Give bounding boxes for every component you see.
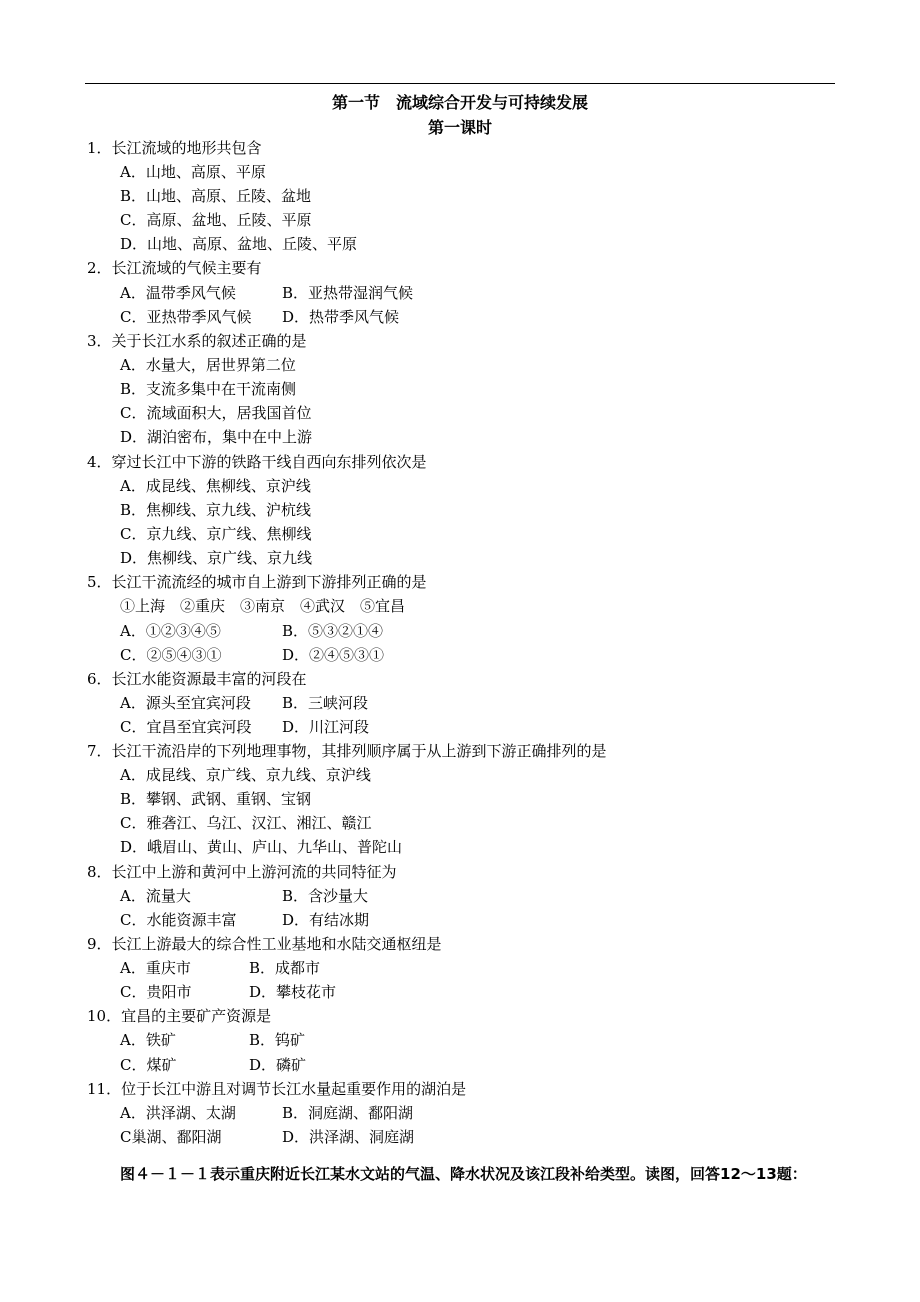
q11-option-a: A．洪泽湖、太湖 [120,1104,236,1122]
q3-option-d: D．湖泊密布，集中在中上游 [120,428,313,446]
q11-option-b: B．洞庭湖、鄱阳湖 [282,1104,414,1122]
q10-option-a: A．铁矿 [120,1031,176,1049]
q5-option-a: A．①②③④⑤ [120,622,221,640]
q6-option-b: B．三峡河段 [282,694,369,712]
question-4-stem: 4．穿过长江中下游的铁路干线自西向东排列依次是 [87,453,427,471]
question-7-stem: 7．长江干流沿岸的下列地理事物，其排列顺序属于从上游到下游正确排列的是 [87,742,607,760]
section-title: 第一节 流域综合开发与可持续发展 [331,93,588,112]
q4-option-a: A．成昆线、焦柳线、京沪线 [120,477,311,495]
question-9-stem: 9．长江上游最大的综合性工业基地和水陆交通枢纽是 [87,935,442,953]
q9-option-a: A．重庆市 [120,959,191,977]
q2-option-d: D．热带季风气候 [282,308,400,326]
q11-option-c: C巢湖、鄱阳湖 [120,1128,222,1146]
q6-option-a: A．源头至宜宾河段 [120,694,251,712]
q3-option-b: B．支流多集中在干流南侧 [120,380,297,398]
figure-instruction: 图４－１－１表示重庆附近长江某水文站的气温、降水状况及该江段补给类型。读图，回答12～13题： [120,1165,807,1183]
q5-option-d: D．②④⑤③① [282,646,385,664]
q9-option-b: B．成都市 [249,959,321,977]
q10-option-b: B．钨矿 [249,1031,306,1049]
q9-option-c: C．贵阳市 [120,983,192,1001]
q10-option-c: C．煤矿 [120,1056,177,1074]
q8-option-d: D．有结冰期 [282,911,370,929]
q10-option-d: D．磷矿 [249,1056,307,1074]
header-rule [85,83,835,84]
q4-option-b: B．焦柳线、京九线、沪杭线 [120,501,312,519]
q6-option-d: D．川江河段 [282,718,370,736]
question-11-stem: 11．位于长江中游且对调节长江水量起重要作用的湖泊是 [87,1080,467,1098]
q3-option-a: A．水量大，居世界第二位 [120,356,296,374]
q7-option-c: C．雅砻江、乌江、汉江、湘江、赣江 [120,814,372,832]
q8-option-c: C．水能资源丰富 [120,911,237,929]
q1-option-c: C．高原、盆地、丘陵、平原 [120,211,312,229]
question-5-stem: 5．长江干流流经的城市自上游到下游排列正确的是 [87,573,427,591]
question-6-stem: 6．长江水能资源最丰富的河段在 [87,670,307,688]
q5-city-list: ①上海 ②重庆 ③南京 ④武汉 ⑤宜昌 [120,597,406,615]
q2-option-c: C．亚热带季风气候 [120,308,252,326]
q2-option-b: B．亚热带湿润气候 [282,284,414,302]
q6-option-c: C．宜昌至宜宾河段 [120,718,252,736]
q1-option-d: D．山地、高原、盆地、丘陵、平原 [120,235,358,253]
q1-option-a: A．山地、高原、平原 [120,163,266,181]
q1-option-b: B．山地、高原、丘陵、盆地 [120,187,312,205]
q9-option-d: D．攀枝花市 [249,983,337,1001]
q7-option-a: A．成昆线、京广线、京九线、京沪线 [120,766,371,784]
q5-option-b: B．⑤③②①④ [282,622,384,640]
q3-option-c: C．流域面积大，居我国首位 [120,404,312,422]
q5-option-c: C．②⑤④③① [120,646,222,664]
question-1-stem: 1．长江流域的地形共包含 [87,139,262,157]
q2-option-a: A．温带季风气候 [120,284,236,302]
question-3-stem: 3．关于长江水系的叙述正确的是 [87,332,307,350]
q8-option-a: A．流量大 [120,887,191,905]
q4-option-c: C．京九线、京广线、焦柳线 [120,525,312,543]
q11-option-d: D．洪泽湖、洞庭湖 [282,1128,415,1146]
question-10-stem: 10．宜昌的主要矿产资源是 [87,1007,272,1025]
q4-option-d: D．焦柳线、京广线、京九线 [120,549,313,567]
q8-option-b: B．含沙量大 [282,887,369,905]
question-8-stem: 8．长江中上游和黄河中上游河流的共同特征为 [87,863,397,881]
lesson-subtitle: 第一课时 [427,118,492,137]
q7-option-b: B．攀钢、武钢、重钢、宝钢 [120,790,312,808]
question-2-stem: 2．长江流域的气候主要有 [87,259,262,277]
q7-option-d: D．峨眉山、黄山、庐山、九华山、普陀山 [120,838,403,856]
